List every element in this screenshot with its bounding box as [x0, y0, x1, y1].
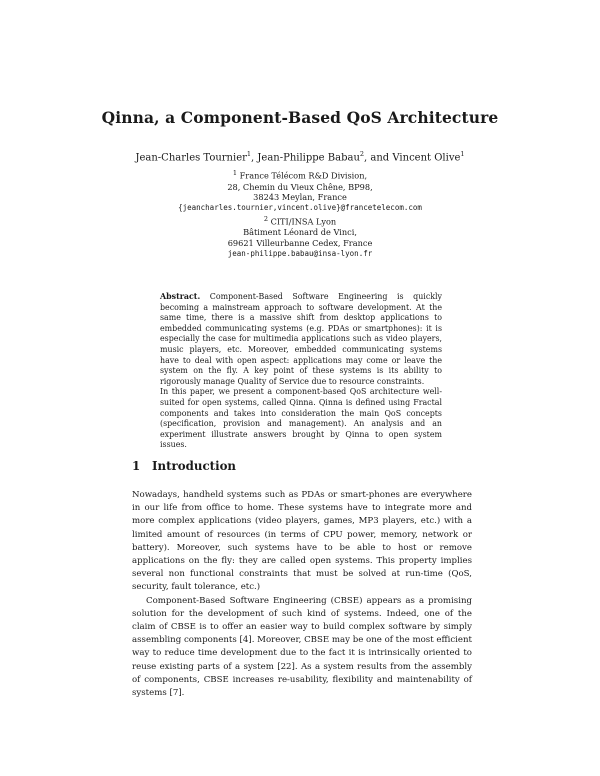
- author-list: [0, 150, 600, 163]
- affiliation-line: 38243 Meylan, France: [253, 192, 347, 203]
- affiliation-email: jean-philippe.babau@insa-lyon.fr: [227, 249, 373, 259]
- section-number: 1: [132, 459, 141, 473]
- affiliation-line: 69621 Villeurbanne Cedex, France: [227, 238, 373, 249]
- paper-title: Qinna, a Component-Based QoS Architecture: [101, 108, 499, 127]
- abstract-paragraph: [160, 292, 442, 387]
- author-name: Jean-Philippe Babau: [257, 152, 360, 164]
- author-separator: ,: [251, 152, 258, 164]
- body-text: [132, 489, 472, 700]
- affiliation-line: $^1$ France Télécom R&D Division,: [232, 169, 368, 181]
- affiliations: [0, 168, 600, 260]
- abstract-paragraph: In this paper, we present a component-based QoS architecture well-suited for open systems, called Qinna. Qinna is defined using Fractal components and takes into consideration the main QoS concepts (specification, provision and management). An analysis and an experiment illustrate answers brought by Qinna to open system issues.: [160, 387, 442, 450]
- body-paragraph: Component-Based Software Engineering (CBSE) appears as a promising solution for the development of such kind of systems. Indeed, one of the claim of CBSE is to offer an easier way to build complex software by simply assembling components [4]. Moreover, CBSE may be one of the most efficient way to reduce time development due to the fact it is intrinsically oriented to reuse existing parts of a system [22]. As a system results from the assembly of components, CBSE increases re-usability, flexibility and maintenability of systems [7].: [132, 595, 472, 699]
- affiliation-email: {jeancharles.tournier,vincent.olive}@francetelecom.com: [178, 203, 422, 213]
- section-heading: [132, 459, 472, 473]
- author-name: Vincent Olive: [392, 152, 461, 164]
- body-paragraph: Nowadays, handheld systems such as PDAs or smart-phones are everywhere in our life from office to home. These systems have to integrate more and more complex applications (video players, games, MP3 players, etc.) with a limited amount of resources (in terms of CPU power, memory, network or battery). Moreover, such systems have to be able to host or remove applications on the fly: they are called open systems. This property implies several non functional constraints that must be solved at run-time (QoS, security, fault tolerance, etc.): [132, 490, 472, 593]
- affiliation-mark: 1: [460, 150, 465, 158]
- author-separator: , and: [364, 152, 393, 164]
- affiliation-line: Bâtiment Léonard de Vinci,: [243, 227, 357, 238]
- affiliation-mark: 1: [246, 150, 252, 158]
- affiliation-mark: 1: [232, 169, 238, 177]
- affiliation-mark: 2: [359, 150, 365, 158]
- abstract-label: Abstract.: [160, 292, 201, 301]
- affiliation-mark: 2: [263, 214, 268, 223]
- affiliation-line: $^2$ CITI/INSA Lyon: [263, 214, 337, 227]
- author-name: Jean-Charles Tournier: [135, 152, 247, 164]
- abstract: [160, 292, 442, 451]
- abstract-text: Component-Based Software Engineering is quickly becoming a mainstream approach to software development. At the same time, there is a massive shift from desktop applications to embedded communicating systems (e.g. PDAs or smartphones): it is especially the case for multimedia applications such as video players, music players, etc. Moreover, embedded communicating systems have to deal with open aspect: applications may come or leave the system on the fly. A key point of these systems is its ability to rigorously manage Quality of Service due to resource constraints.: [160, 292, 442, 386]
- section-title: Introduction: [152, 459, 237, 473]
- affiliation-line: 28, Chemin du Vieux Chêne, BP98,: [227, 181, 373, 192]
